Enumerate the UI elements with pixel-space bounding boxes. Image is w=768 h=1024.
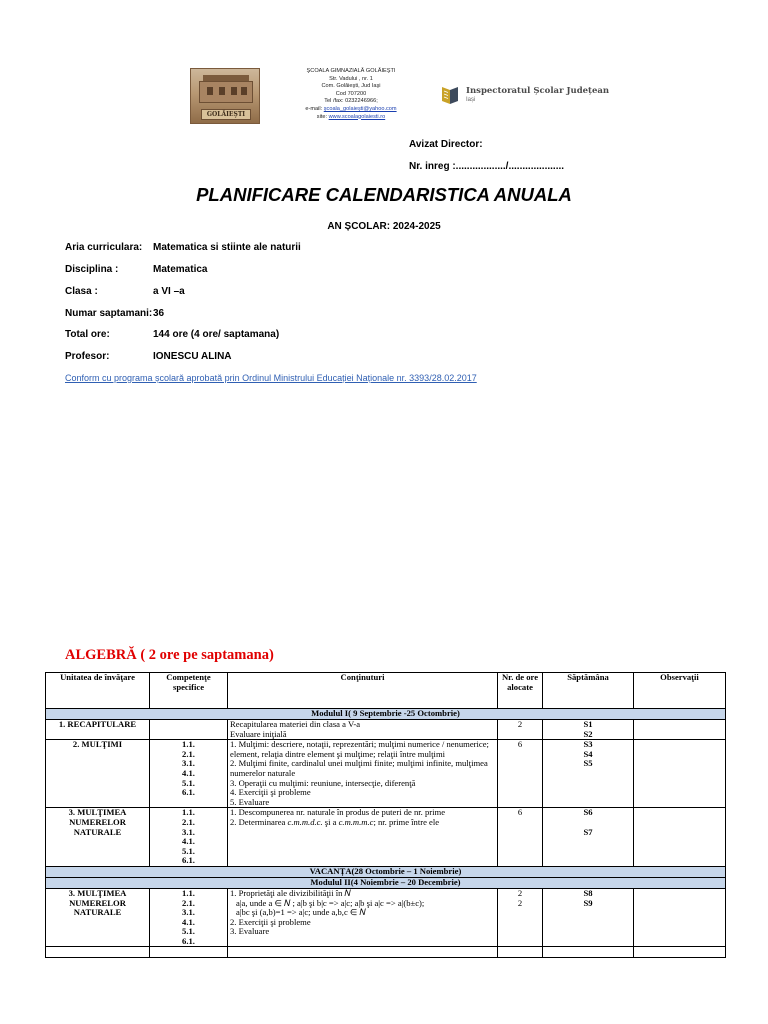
header-continuturi: Conţinuturi	[228, 673, 498, 709]
week-label: S5	[583, 758, 593, 769]
table-band-row	[46, 709, 726, 720]
ore-cell	[498, 888, 543, 947]
week-label: S6	[583, 807, 593, 818]
comp-code: 4.1.	[182, 836, 195, 847]
unit-cell: 2. MULŢIMI	[46, 740, 150, 808]
comp-code: 5.1.	[182, 777, 195, 788]
comp-code: 4.1.	[182, 916, 195, 927]
isj-name: Inspectoratul Școlar Județean	[466, 86, 610, 96]
comp-code: 6.1.	[182, 935, 195, 946]
week-label: S2	[583, 728, 593, 739]
info-value: Matematica	[153, 264, 208, 275]
ore-value: 2	[517, 887, 523, 898]
section-title: ALGEBRĂ ( 2 ore pe saptamana)	[65, 647, 274, 663]
comp-cell	[150, 808, 228, 867]
planning-table	[45, 672, 726, 958]
school-postal-code: Cod 707200	[335, 90, 367, 97]
empty-cell	[543, 947, 634, 958]
content-line: 5. Evaluare	[230, 796, 270, 807]
comp-code: 1.1.	[182, 807, 195, 818]
school-year: AN ȘCOLAR: 2024-2025	[327, 221, 441, 232]
comp-code: 1.1.	[182, 887, 195, 898]
window-shape	[219, 87, 225, 95]
content-text: 2. Determinarea	[230, 816, 288, 827]
week-label: S7	[583, 826, 593, 837]
comp-code: 1.1.	[182, 739, 195, 750]
comp-code: 4.1.	[182, 767, 195, 778]
comp-code: 3.1.	[182, 826, 195, 837]
content-line	[230, 818, 495, 828]
table-band-row	[46, 866, 726, 877]
ore-cell: 6	[498, 740, 543, 808]
info-label: Total ore:	[65, 329, 110, 340]
comp-code: 5.1.	[182, 845, 195, 856]
content-text: şi a	[322, 816, 339, 827]
school-email-line	[296, 106, 406, 114]
school-phone: Tel /fax: 0232246966;	[324, 98, 378, 105]
week-label: S3	[583, 739, 593, 750]
modul-2-label: Modulul II(4 Noiembrie – 20 Decembrie)	[46, 877, 726, 888]
content-text-italic: c.m.m.m.c	[338, 816, 374, 827]
week-cell	[543, 888, 634, 947]
table-row	[46, 740, 726, 808]
unit-cell: 1. RECAPITULARE	[46, 720, 150, 740]
isj-logo-icon	[440, 84, 460, 106]
school-site-line	[296, 114, 406, 122]
school-building-image	[190, 68, 260, 124]
window-shape	[207, 87, 213, 95]
school-plaque: GOLĂIEŞTI	[201, 109, 251, 120]
info-value: 36	[153, 308, 165, 319]
header-saptamana: Săptămâna	[543, 673, 634, 709]
comp-code: 3.1.	[182, 907, 195, 918]
comp-code: 6.1.	[182, 855, 195, 866]
comp-code: 2.1.	[182, 897, 195, 908]
table-header-row	[46, 673, 726, 709]
content-cell	[228, 808, 498, 867]
school-contact-block	[296, 68, 406, 121]
ore-cell: 2	[498, 720, 543, 740]
content-text-italic: c.m.m.d.c.	[287, 816, 323, 827]
content-line: 2. Mulţimi finite, cardinalul unei mulţimi finite; mulţimi infinite, mulţimea numerelor naturale	[230, 758, 488, 778]
comp-code: 2.1.	[182, 816, 195, 827]
week-label: S8	[583, 887, 593, 898]
modul-1-label: Modulul I( 9 Septembrie -25 Octombrie)	[46, 709, 726, 720]
obs-cell	[634, 808, 726, 867]
week-cell	[543, 720, 634, 740]
empty-cell	[228, 947, 498, 958]
comp-code: 5.1.	[182, 926, 195, 937]
avizat-director: Avizat Director:	[409, 139, 483, 150]
comp-cell	[150, 888, 228, 947]
school-site-link[interactable]: www.scoalagolaiesti.ro	[328, 113, 386, 120]
content-line: 2. Exerciţii şi probleme	[230, 916, 311, 927]
empty-cell	[498, 947, 543, 958]
comp-code: 3.1.	[182, 758, 195, 769]
content-line: 1. Mulţimi: descriere, notaţii, reprezentări; mulţimi numerice / nenumerice; element, relaţia dintre element şi mulţime; relaţii între mulţimi	[230, 739, 489, 759]
content-cell	[228, 720, 498, 740]
content-line: Recapitularea materiei din clasa a V-a	[230, 719, 361, 729]
header-unitate: Unitatea de învăţare	[46, 673, 150, 709]
school-commune: Com. Golăieşti, Jud Iaşi	[321, 83, 381, 90]
header-competente: Competenţe specifice	[150, 673, 228, 709]
week-label: S9	[583, 897, 593, 908]
isj-city: Iași	[466, 97, 476, 103]
content-line: a|bc şi (a,b)=1 => a|c; unde a,b,c ∈ 𝑁	[236, 907, 366, 918]
info-label: Numar saptamani:	[65, 308, 153, 319]
info-label: Profesor:	[65, 351, 110, 362]
empty-cell	[634, 947, 726, 958]
window-shape	[231, 87, 237, 95]
week-label: S4	[583, 748, 593, 759]
content-line: 1. Descompunerea nr. naturale în produs de puteri de nr. prime	[230, 807, 446, 818]
comp-code: 2.1.	[182, 748, 195, 759]
school-name: ŞCOALA GIMNAZIALĂ GOLĂIEŞTI	[306, 68, 396, 74]
school-street: Str. Vadului , nr. 1	[329, 75, 373, 82]
info-label: Disciplina :	[65, 264, 119, 275]
table-row	[46, 808, 726, 867]
content-line: 1. Proprietăţi ale divizibilităţii în 𝑁	[230, 887, 351, 898]
ore-cell: 6	[498, 808, 543, 867]
week-cell	[543, 808, 634, 867]
empty-cell	[150, 947, 228, 958]
obs-cell	[634, 888, 726, 947]
content-cell	[228, 740, 498, 808]
obs-cell	[634, 740, 726, 808]
content-line: 3. Operaţii cu mulţimi: reuniune, intersecţie, diferenţă	[230, 777, 416, 788]
info-label: Clasa :	[65, 286, 98, 297]
empty-cell	[46, 947, 150, 958]
programa-link[interactable]: Conform cu programa școlară aprobată prin Ordinul Ministrului Educației Naționale nr. 3393/28.02.2017	[65, 373, 477, 383]
content-text: ; nr. prime între ele	[373, 816, 440, 827]
info-value: 144 ore (4 ore/ saptamana)	[153, 329, 280, 340]
table-row-empty	[46, 947, 726, 958]
content-line: a|a, unde a ∈ 𝑁 ; a|b şi b|c => a|c; a|b şi a|c => a|(b±c);	[236, 897, 425, 908]
comp-code: 6.1.	[182, 787, 195, 798]
info-value: Matematica si stiinte ale naturii	[153, 242, 301, 253]
nr-inregistrare: Nr. inreg :................../....................	[409, 161, 565, 172]
page-title: PLANIFICARE CALENDARISTICA ANUALA	[196, 184, 572, 205]
email-label: e-mail:	[305, 105, 324, 112]
window-shape	[241, 87, 247, 95]
week-label: S1	[583, 719, 593, 729]
table-band-row	[46, 877, 726, 888]
comp-cell	[150, 720, 228, 740]
site-label: site:	[316, 113, 329, 120]
unit-cell: 3. MULŢIMEA NUMERELOR NATURALE	[46, 808, 150, 867]
school-email-link[interactable]: şcoala_golaieşti@yahoo.com	[323, 105, 397, 112]
info-value: IONESCU ALINA	[153, 351, 232, 362]
table-row	[46, 720, 726, 740]
content-line: Evaluare iniţială	[230, 728, 287, 739]
header-nr-ore: Nr. de ore alocate	[498, 673, 543, 709]
content-cell	[228, 888, 498, 947]
table-row	[46, 888, 726, 947]
content-line: 3. Evaluare	[230, 926, 270, 937]
info-label: Aria curriculara:	[65, 242, 143, 253]
header-observatii: Observaţii	[634, 673, 726, 709]
content-line: 4. Exerciţii şi probleme	[230, 787, 311, 798]
comp-cell	[150, 740, 228, 808]
obs-cell	[634, 720, 726, 740]
ore-value: 2	[517, 897, 523, 908]
unit-cell: 3. MULŢIMEA NUMERELOR NATURALE	[46, 888, 150, 947]
week-cell	[543, 740, 634, 808]
vacanta-label: VACANȚA(28 Octombrie – 1 Noiembrie)	[46, 866, 726, 877]
info-value: a VI –a	[153, 286, 185, 297]
